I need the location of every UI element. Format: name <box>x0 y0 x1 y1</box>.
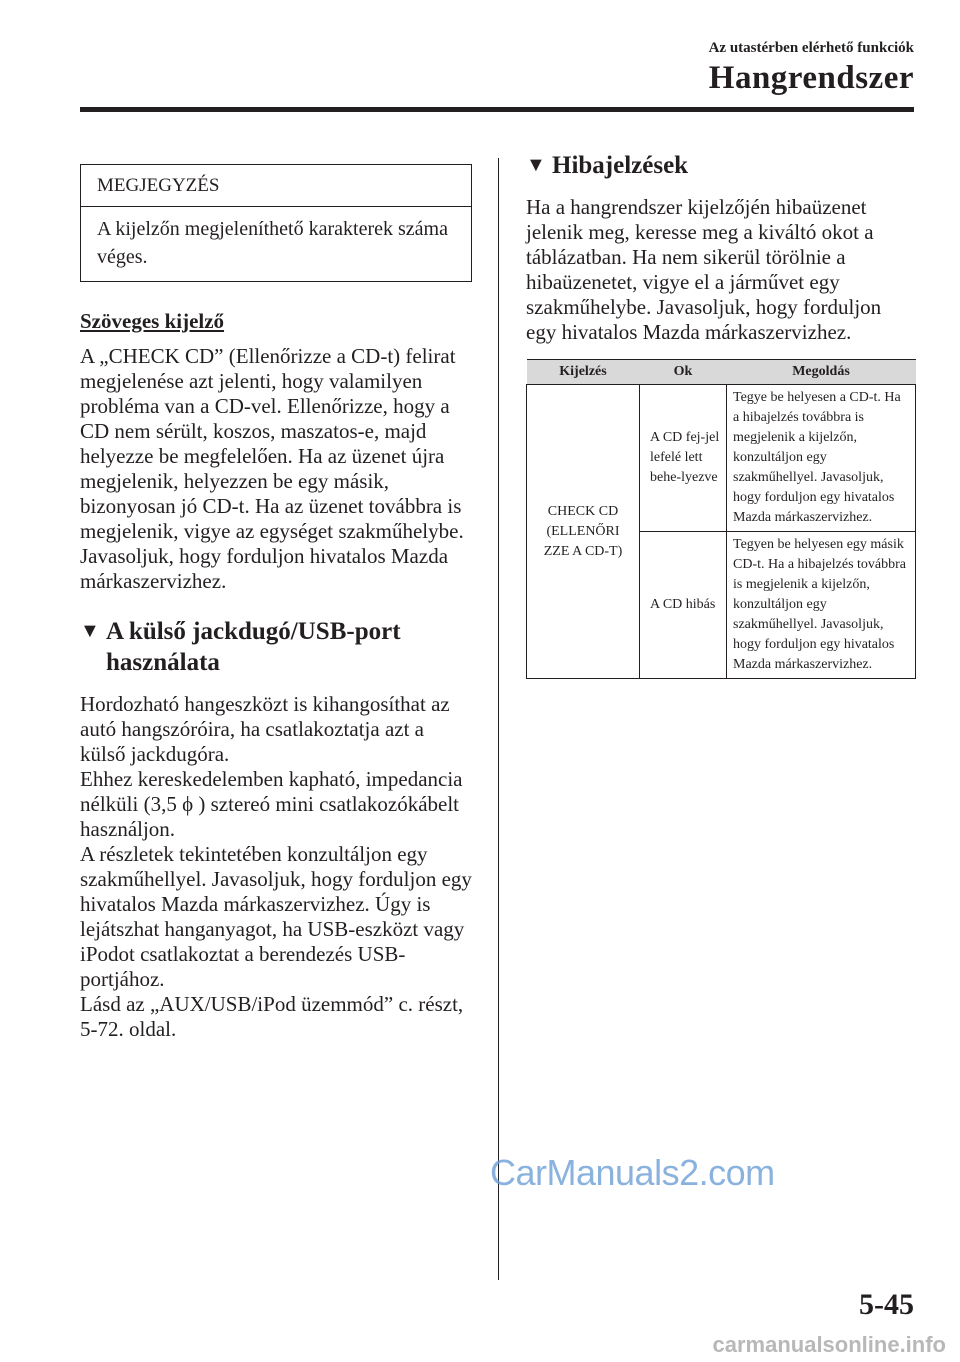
aux-paragraph-4: Lásd az „AUX/USB/iPod üzemmód” c. részt, 5-72. oldal. <box>80 992 464 1041</box>
chapter-title: Az utastérben elérhető funkciók <box>708 40 914 56</box>
cause-cell: A CD hibás <box>640 532 727 679</box>
display-cell: CHECK CD (ELLENŐRI ZZE A CD-T) <box>527 385 640 679</box>
error-table <box>526 359 916 679</box>
errors-section-title: Hibajelzések <box>552 152 689 179</box>
errors-section-heading <box>526 150 916 181</box>
table-header-row <box>527 360 916 385</box>
solution-cell: Tegye be helyesen a CD-t. Ha a hibajelzés továbbra is megjelenik a kijelzőn, konzultáljon egy szakműhellyel. Javasoljuk, hogy forduljon egy hivatalos Mazda márkaszervizhez. <box>727 385 916 532</box>
note-box <box>80 164 472 282</box>
header-rule <box>80 107 914 112</box>
table-row <box>527 385 916 532</box>
right-column <box>526 150 916 679</box>
table-header-cause: Ok <box>640 360 727 385</box>
triangle-marker-icon: ▼ <box>80 620 100 642</box>
aux-paragraph-2: Ehhez kereskedelemben kapható, impedancia nélküli (3,5 ϕ ) sztereó mini csatlakozókábelt használjon. <box>80 767 463 841</box>
cause-cell: A CD fej-jel lefelé lett behe-lyezve <box>640 385 727 532</box>
left-column <box>80 164 472 1042</box>
note-body: A kijelzőn megjeleníthető karakterek száma véges. <box>97 218 448 268</box>
aux-paragraph-1: Hordozható hangeszközt is kihangosíthat az autó hangszóróira, ha csatlakoztatja azt a külső jackdugóra. <box>80 692 450 766</box>
note-title: MEGJEGYZÉS <box>81 165 471 207</box>
aux-section-title: A külső jackdugó/USB-port használata <box>106 618 401 676</box>
aux-section-heading <box>80 616 472 678</box>
watermark-text: CarManuals2.com <box>490 1152 775 1193</box>
text-display-heading: Szöveges kijelző <box>80 309 225 333</box>
aux-paragraph-3: A részletek tekintetében konzultáljon egy szakműhellyel. Javasoljuk, hogy forduljon egy hivatalos Mazda márkaszervizhez. Úgy is lejátszhat hanganyagot, ha USB-eszközt vagy iPodot csatlakoztat a berendezés USB-portjához. <box>80 842 472 991</box>
page-title: Hangrendszer <box>708 60 914 96</box>
triangle-marker-icon: ▼ <box>526 154 546 176</box>
column-divider <box>498 158 499 1280</box>
footer-watermark: carmanualsonline.info <box>712 1332 946 1357</box>
errors-paragraph: Ha a hangrendszer kijelzőjén hibaüzenet jelenik meg, keresse meg a kiváltó okot a táblázatban. Ha nem sikerül törölnie a hibaüzenetet, vigye el a járművet egy szakműhelybe. Javasoljuk, hogy forduljon egy hivatalos Mazda márkaszervizhez. <box>526 195 882 344</box>
text-display-paragraph: A „CHECK CD” (Ellenőrizze a CD-t) felirat megjelenése azt jelenti, hogy valamilyen probléma van a CD-vel. Ellenőrizze, hogy a CD nem sérült, koszos, maszatos-e, majd helyezze be megfelelően. Ha az üzenet újra megjelenik, helyezzen be egy másik, bizonyosan jó CD-t. Ha az üzenet továbbra is megjelenik, vigye az egységet szakműhelybe. Javasoljuk, hogy forduljon hivatalos Mazda márkaszervizhez. <box>80 344 464 593</box>
page-number: 5-45 <box>859 1288 914 1321</box>
table-header-display: Kijelzés <box>527 360 640 385</box>
table-header-solution: Megoldás <box>727 360 916 385</box>
solution-cell: Tegyen be helyesen egy másik CD-t. Ha a hibajelzés továbbra is megjelenik a kijelzőn, konzultáljon egy szakműhellyel. Javasoljuk, hogy forduljon egy hivatalos Mazda márkaszervizhez. <box>727 532 916 679</box>
